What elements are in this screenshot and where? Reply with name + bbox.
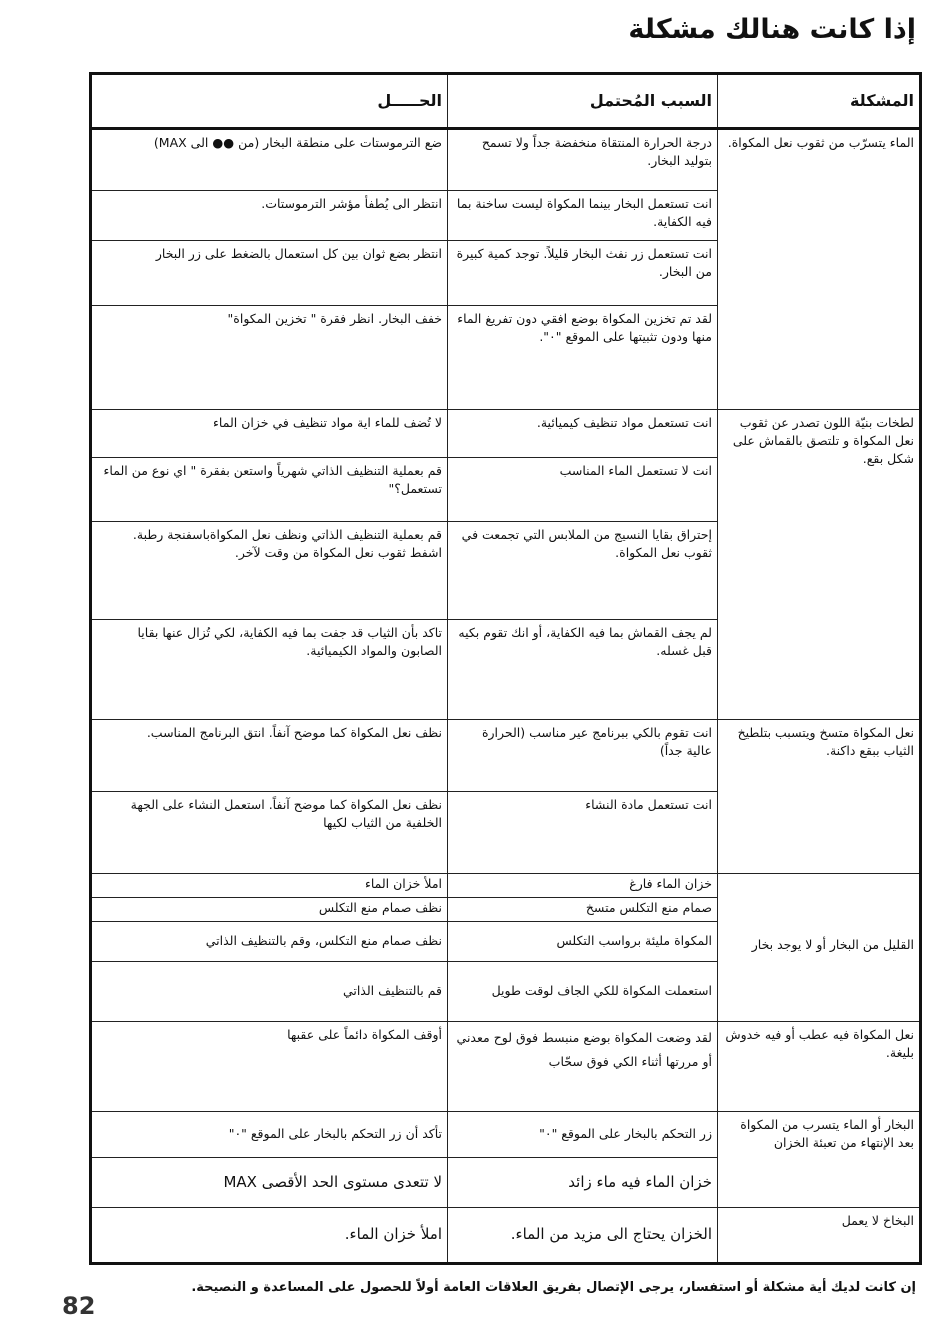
- cause-cell: إحتراق بقايا النسيج من الملابس التي تجمعت في ثقوب نعل المكواة.: [448, 522, 718, 620]
- problem-cell: البخاخ لا يعمل: [718, 1208, 921, 1264]
- cause-cell: صمام منع التكلس متسخ: [448, 898, 718, 922]
- problem-cell: القليل من البخار أو لا يوجد بخار: [718, 874, 921, 1022]
- solution-cell: ضع الترموستات على منطقة البخار (من ●● الى MAX): [91, 129, 448, 191]
- cause-cell: انت تستعمل مادة النشاء: [448, 792, 718, 874]
- page-number: 82: [62, 1292, 96, 1320]
- cause-cell: خزان الماء فيه ماء زائد: [448, 1158, 718, 1208]
- cause-cell: درجة الحرارة المنتقاة منخفضة جداً ولا تسمح بتوليد البخار.: [448, 129, 718, 191]
- cause-cell: المكواة مليئة برواسب التكلس: [448, 922, 718, 962]
- solution-cell: قم بعملية التنظيف الذاتي ونظف نعل المكواةباسفنجة رطبة. اشفط ثقوب نعل المكواة من وقت لآخر.: [91, 522, 448, 620]
- table-row: [91, 410, 921, 458]
- cause-cell: خزان الماء فارغ: [448, 874, 718, 898]
- cause-cell: لقد وضعت المكواة بوضع منبسط فوق لوح معدني أو مررتها أثناء الكي فوق سحّاب: [448, 1022, 718, 1112]
- solution-cell: املأ خزان الماء.: [91, 1208, 448, 1264]
- table-row: [91, 1112, 921, 1158]
- solution-cell: أوقف المكواة دائماً على عقبها: [91, 1022, 448, 1112]
- solution-cell: خفف البخار. انظر فقرة " تخزين المكواة": [91, 306, 448, 410]
- problem-cell: لطخات بنيّة اللون تصدر عن ثقوب نعل المكواة و تلتصق بالقماش على شكل بقع.: [718, 410, 921, 720]
- table-row: [91, 1208, 921, 1264]
- cause-cell: انت تستعمل البخار بينما المكواة ليست ساخنة بما فيه الكفاية.: [448, 191, 718, 241]
- page-title: إذا كانت هنالك مشكلة: [628, 14, 916, 45]
- problem-cell: نعل المكواة فيه عطب أو فيه خدوش بليغة.: [718, 1022, 921, 1112]
- solution-cell: نظف صمام منع التكلس: [91, 898, 448, 922]
- cause-cell: انت تستعمل زر نفث البخار قليلاً. توجد كمية كبيرة من البخار.: [448, 241, 718, 306]
- header-problem: المشكلة: [718, 74, 921, 129]
- solution-cell: قم بالتنظيف الذاتي: [91, 962, 448, 1022]
- cause-cell: انت تستعمل مواد تنظيف كيميائية.: [448, 410, 718, 458]
- troubleshooting-table: [89, 72, 922, 1265]
- cause-cell: انت لا تستعمل الماء المناسب: [448, 458, 718, 522]
- cause-cell: استعملت المكواة للكي الجاف لوقت طويل: [448, 962, 718, 1022]
- solution-cell: لا تُضف للماء اية مواد تنظيف في خزان الماء: [91, 410, 448, 458]
- cause-cell: لقد تم تخزين المكواة بوضع افقي دون تفريغ الماء منها ودون تثبيتها على الموقع "٠".: [448, 306, 718, 410]
- table-row: [91, 1022, 921, 1112]
- solution-cell: نظف صمام منع التكلس، وقم بالتنظيف الذاتي: [91, 922, 448, 962]
- problem-cell: البخار أو الماء يتسرب من المكواة بعد الإنتهاء من تعبئة الخزان: [718, 1112, 921, 1208]
- solution-cell: قم بعملية التنظيف الذاتي شهرياً واستعن بفقرة " اي نوع من الماء تستعمل؟": [91, 458, 448, 522]
- solution-cell: انتظر الى يُطفأ مؤشر الترموستات.: [91, 191, 448, 241]
- solution-cell: نظف نعل المكواة كما موضح آنفاً. استعمل النشاء على الجهة الخلفية من الثياب لكيها: [91, 792, 448, 874]
- cause-cell: الخزان يحتاج الى مزيد من الماء.: [448, 1208, 718, 1264]
- cause-cell: زر التحكم بالبخار على الموقع "٠": [448, 1112, 718, 1158]
- cause-cell: انت تقوم بالكي ببرنامج عير مناسب (الحرارة عالية جداً): [448, 720, 718, 792]
- solution-cell: انتظر بضع ثوان بين كل استعمال بالضغط على زر البخار: [91, 241, 448, 306]
- solution-cell: لا تتعدى مستوى الحد الأقصى MAX: [91, 1158, 448, 1208]
- table-row: [91, 874, 921, 898]
- table-row: [91, 720, 921, 792]
- problem-cell: نعل المكواة متسخ ويتسبب بتلطيخ الثياب ببقع داكنة.: [718, 720, 921, 874]
- table-row: [91, 129, 921, 191]
- solution-cell: نظف نعل المكواة كما موضح آنفاً. انتق البرنامج المناسب.: [91, 720, 448, 792]
- solution-cell: املأ خزان الماء: [91, 874, 448, 898]
- problem-cell: الماء يتسرّب من ثقوب نعل المكواة.: [718, 129, 921, 410]
- header-solution: الحـــــل: [91, 74, 448, 129]
- solution-cell: تأكد أن زر التحكم بالبخار على الموقع "٠": [91, 1112, 448, 1158]
- footer-note: إن كانت لديك أية مشكلة أو استفسار، يرجى الإتصال بفريق العلاقات العامة أولاً للحصول على المساعدة و النصيحة.: [191, 1280, 916, 1295]
- solution-cell: تاكد بأن الثياب قد جفت بما فيه الكفاية، لكي تُزال عنها بقايا الصابون والمواد الكيميائية.: [91, 620, 448, 720]
- header-cause: السبب المُحتمل: [448, 74, 718, 129]
- table-header-row: [91, 74, 921, 129]
- cause-cell: لم يجف القماش بما فيه الكفاية، أو انك تقوم بكيه قبل غسله.: [448, 620, 718, 720]
